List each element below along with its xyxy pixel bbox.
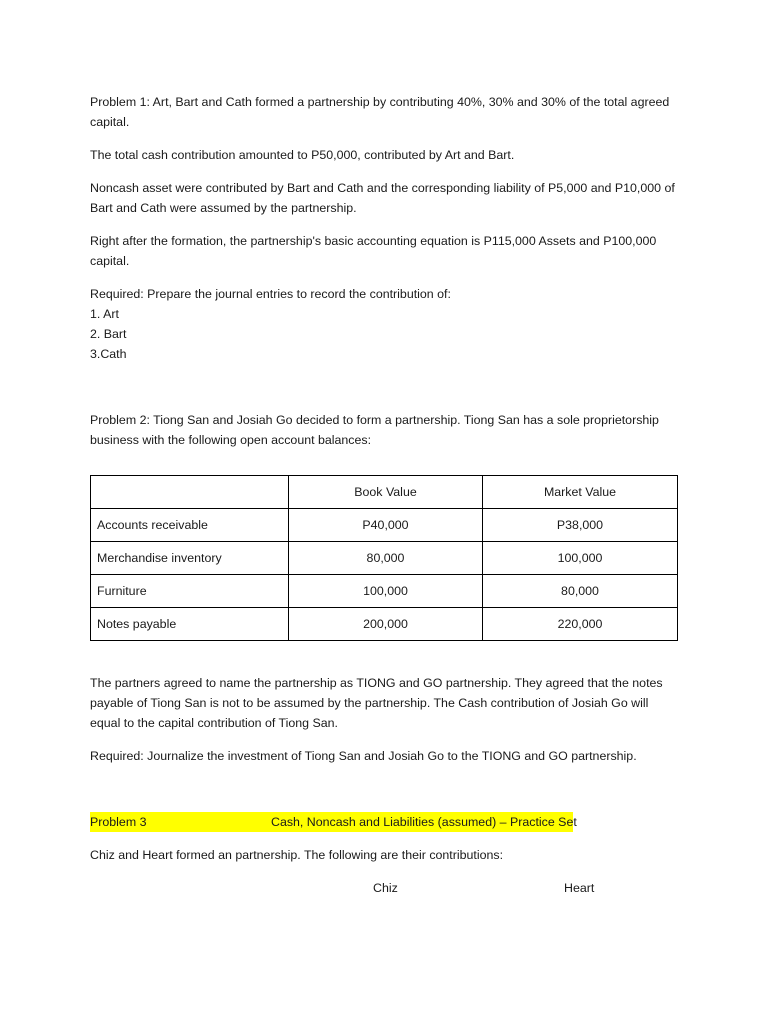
table-cell: Notes payable	[91, 608, 289, 641]
problem2-agreement: The partners agreed to name the partnership as TIONG and GO partnership. They agreed that the notes payable of Tiong San is not to be assumed by the partnership. The Cash contribution of Josiah Go will equal to the capital contribution of Tiong San.	[90, 676, 663, 730]
problem3-title: Cash, Noncash and Liabilities (assumed) – Practice Set	[271, 815, 577, 829]
table-cell: P40,000	[289, 509, 483, 542]
column-header-chiz: Chiz	[373, 881, 398, 895]
problem1-equation: Right after the formation, the partnership's basic accounting equation is P115,000 Assets and P100,000 capital.	[90, 234, 657, 268]
table-cell: 80,000	[483, 575, 678, 608]
table-row	[91, 608, 678, 641]
table-header-row	[91, 476, 678, 509]
list-item: 1. Art	[90, 307, 119, 321]
problem1-noncash: Noncash asset were contributed by Bart and Cath and the corresponding liability of P5,000 and P10,000 of Bart and Cath were assumed by the partnership.	[90, 181, 675, 215]
table-row	[91, 542, 678, 575]
account-balances-table	[90, 475, 678, 641]
problem2-required: Required: Journalize the investment of Tiong San and Josiah Go to the TIONG and GO partnership.	[90, 749, 637, 763]
table-cell: P38,000	[483, 509, 678, 542]
problem1-required: Required: Prepare the journal entries to record the contribution of:	[90, 287, 451, 301]
problem3-intro: Chiz and Heart formed an partnership. The following are their contributions:	[90, 848, 504, 862]
table-cell: Merchandise inventory	[91, 542, 289, 575]
problem2-intro: Problem 2: Tiong San and Josiah Go decided to form a partnership. Tiong San has a sole proprietorship business with the following open account balances:	[90, 413, 659, 447]
table-row	[91, 575, 678, 608]
table-cell: Furniture	[91, 575, 289, 608]
problem3-heading	[90, 812, 680, 832]
header-cell	[91, 476, 289, 509]
table-cell: 220,000	[483, 608, 678, 641]
table-cell: 80,000	[289, 542, 483, 575]
table-cell: 100,000	[289, 575, 483, 608]
problem3-label: Problem 3	[90, 815, 147, 829]
header-cell: Market Value	[483, 476, 678, 509]
table-cell: 100,000	[483, 542, 678, 575]
document-body	[90, 92, 680, 898]
contribution-columns	[90, 878, 680, 898]
header-cell: Book Value	[289, 476, 483, 509]
table-cell: 200,000	[289, 608, 483, 641]
list-item: 2. Bart	[90, 327, 127, 341]
table-cell: Accounts receivable	[91, 509, 289, 542]
problem1-intro: Problem 1: Art, Bart and Cath formed a partnership by contributing 40%, 30% and 30% of the total agreed capital.	[90, 95, 670, 129]
list-item: 3.Cath	[90, 347, 127, 361]
column-header-heart: Heart	[564, 881, 595, 895]
problem1-list	[90, 304, 680, 364]
problem1-cash: The total cash contribution amounted to P50,000, contributed by Art and Bart.	[90, 148, 515, 162]
table-row	[91, 509, 678, 542]
